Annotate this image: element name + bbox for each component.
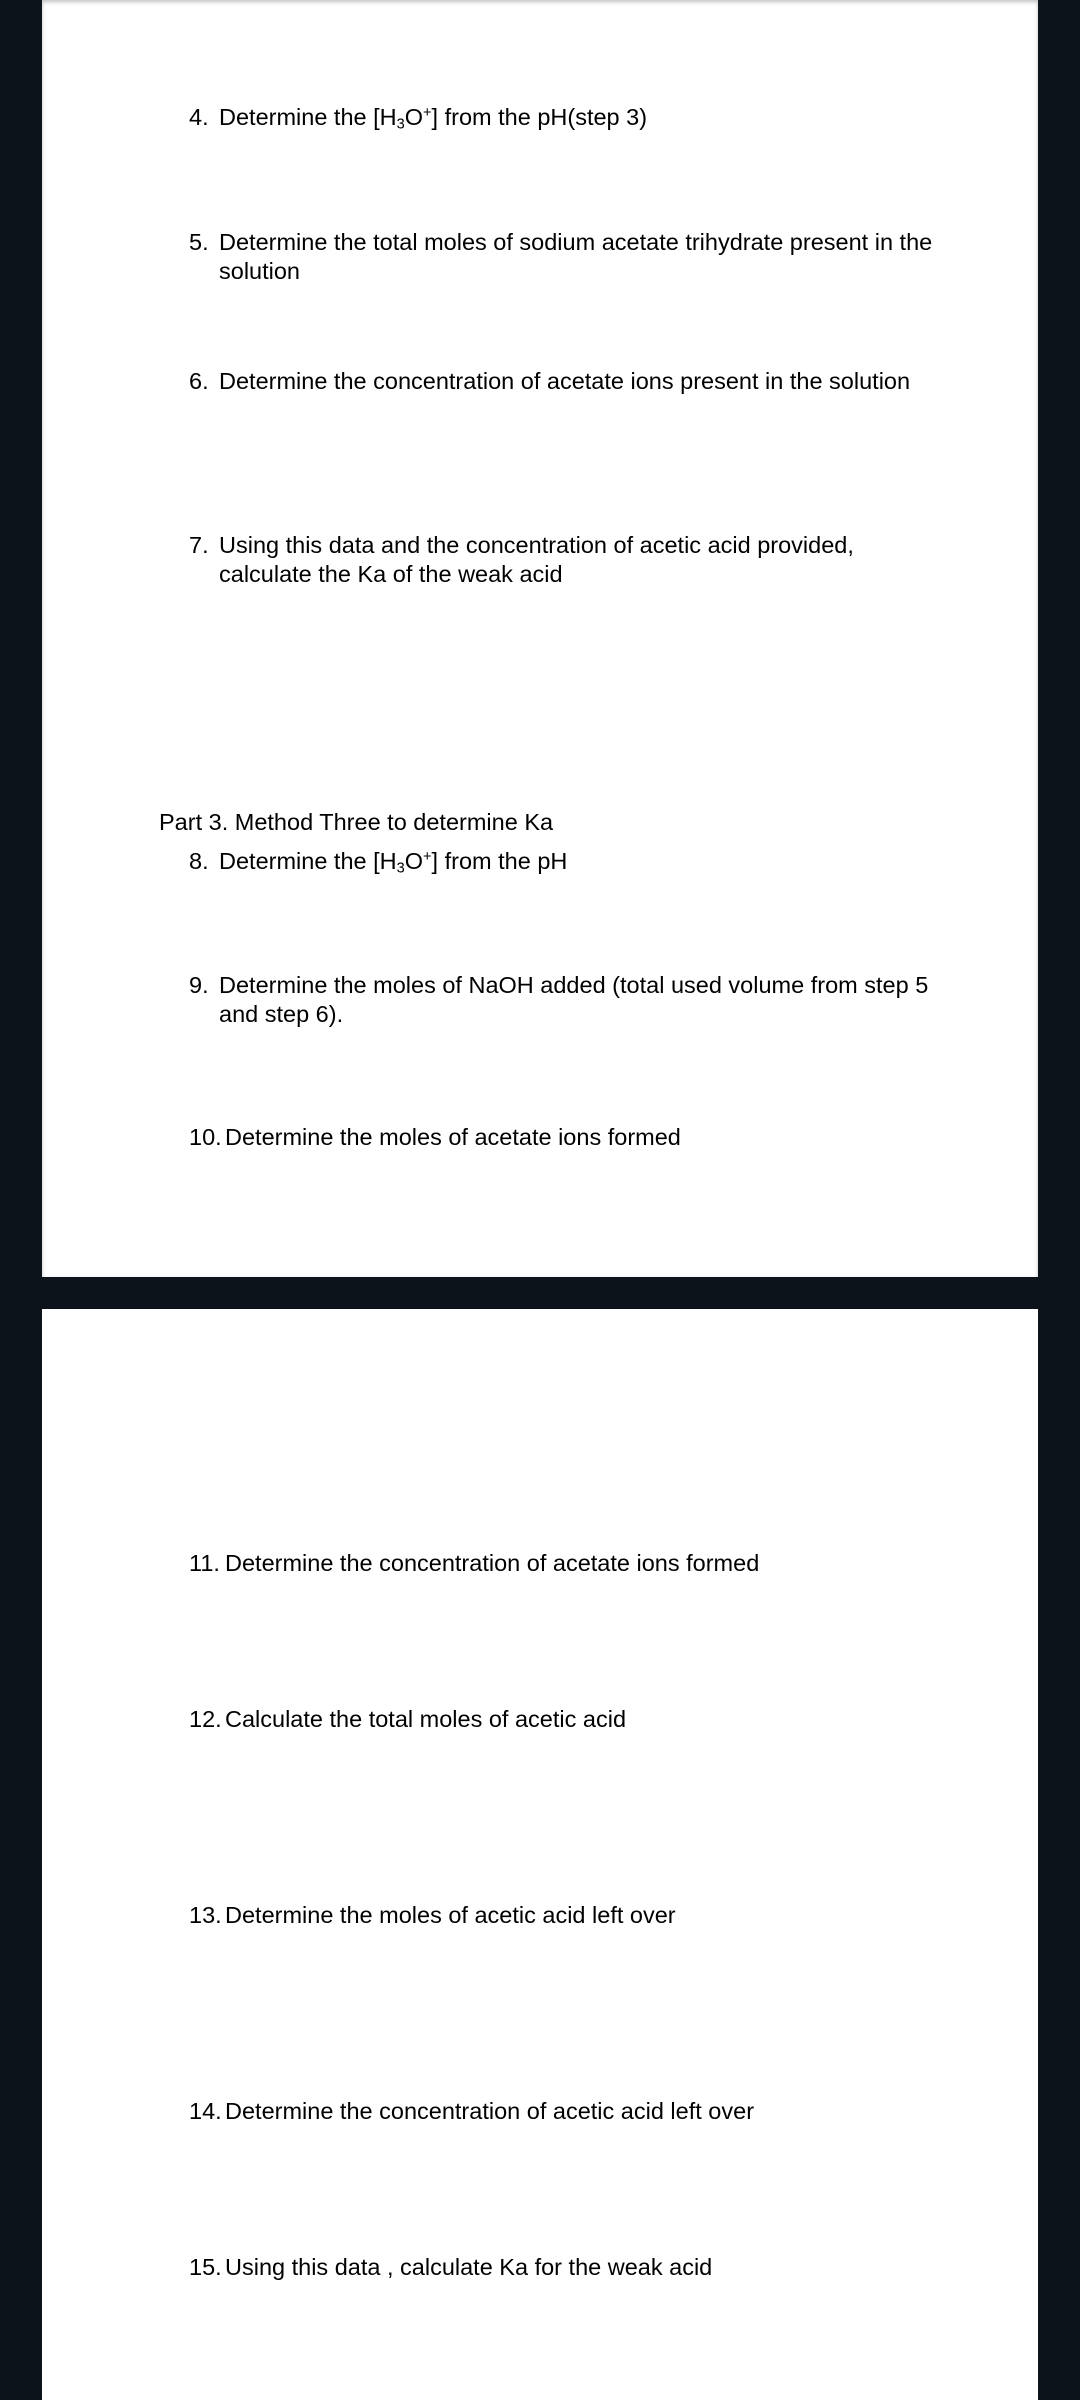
item-text: Determine the concentration of acetate ions formed: [225, 1550, 760, 1576]
list-item: [189, 1705, 969, 1734]
item-number: 10.: [189, 1124, 222, 1150]
list-item: [189, 2097, 969, 2126]
item-text: Determine the total moles of sodium acetate trihydrate present in the solution: [219, 229, 933, 284]
list-item: [189, 1123, 969, 1152]
item-text: Using this data and the concentration of acetic acid provided, calculate the Ka of the weak acid: [219, 532, 854, 587]
item-number: 9.: [189, 972, 209, 998]
item-text: Determine the moles of acetate ions formed: [225, 1124, 681, 1150]
list-item: [189, 971, 934, 1029]
item-number: 6.: [189, 368, 209, 394]
document-page-1: [42, 0, 1038, 1277]
list-item: [189, 2253, 969, 2282]
item-number: 12.: [189, 1706, 222, 1732]
section-heading: Part 3. Method Three to determine Ka: [159, 809, 554, 835]
item-number: 7.: [189, 532, 209, 558]
item-text: Using this data , calculate Ka for the weak acid: [225, 2254, 713, 2280]
list-item: [189, 1549, 969, 1578]
document-page-2: [42, 1309, 1038, 2400]
item-text: Determine the moles of acetic acid left over: [225, 1902, 676, 1928]
item-number: 13.: [189, 1902, 222, 1928]
item-number: 4.: [189, 104, 209, 130]
item-number: 11.: [189, 1550, 220, 1576]
item-number: 14.: [189, 2098, 222, 2124]
item-number: 15.: [189, 2254, 222, 2280]
item-text: Determine the moles of NaOH added (total used volume from step 5 and step 6).: [219, 972, 929, 1027]
list-item: [189, 847, 969, 876]
list-item: [189, 367, 969, 396]
item-text: Determine the concentration of acetate ions present in the solution: [219, 368, 911, 394]
item-text: Determine the $[H_3O^+]$ from the pH(step 3): [219, 104, 648, 133]
item-number: 8.: [189, 848, 209, 874]
item-number: 5.: [189, 229, 209, 255]
item-text: Determine the $[H_3O^+]$ from the pH: [219, 848, 568, 877]
list-item: [189, 1901, 969, 1930]
item-text: Determine the concentration of acetic acid left over: [225, 2098, 755, 2124]
list-item: [189, 531, 869, 589]
list-item: [189, 228, 949, 286]
item-text: Calculate the total moles of acetic acid: [225, 1706, 627, 1732]
list-item: [189, 103, 969, 132]
